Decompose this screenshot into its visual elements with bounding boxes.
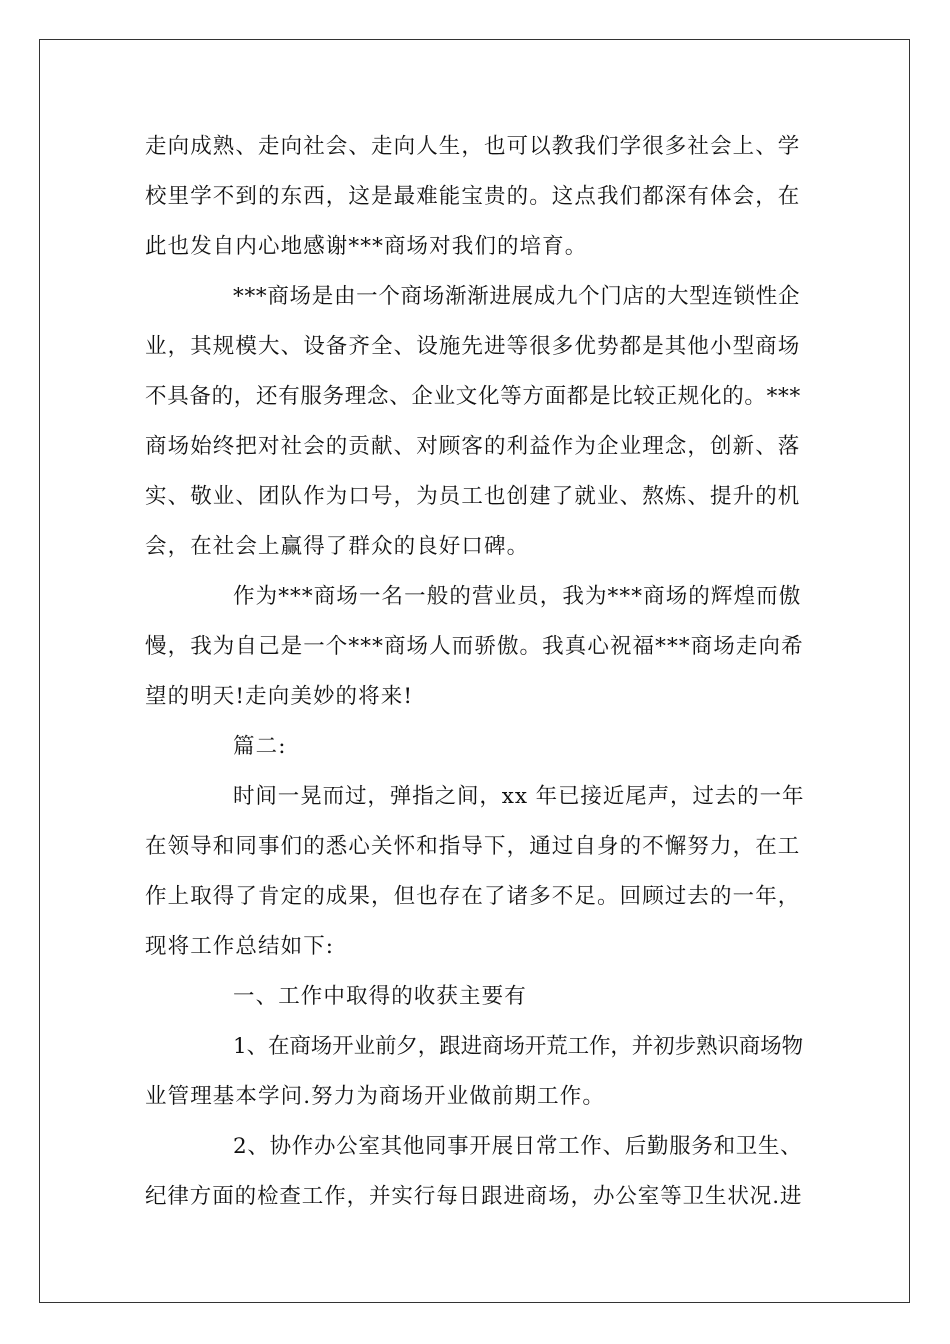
text-line: 会，在社会上赢得了群众的良好口碑。 [145,534,530,559]
text-line: 商场始终把对社会的贡献、对顾客的利益作为企业理念，创新、落 [145,434,801,459]
document-body [145,122,805,1222]
text-line: 业，其规模大、设备齐全、设施先进等很多优势都是其他小型商场 [145,334,801,359]
text-line: 走向成熟、走向社会、走向人生，也可以教我们学很多社会上、学 [145,134,801,159]
text-line: 望的明天!走向美妙的将来! [145,684,414,709]
text-line: 纪律方面的检查工作，并实行每日跟进商场，办公室等卫生状况.进 [145,1184,803,1209]
text-line: 现将工作总结如下: [145,934,335,959]
text-line: 不具备的，还有服务理念、企业文化等方面都是比较正规化的。*** [145,384,801,409]
text-line: 时间一晃而过，弹指之间，xx 年已接近尾声，过去的一年 [233,784,805,809]
text-line: 业管理基本学问.努力为商场开业做前期工作。 [145,1084,605,1109]
text-line: 一、工作中取得的收获主要有 [233,984,527,1009]
text-line: 2、协作办公室其他同事开展日常工作、后勤服务和卫生、 [233,1134,803,1159]
text-line: 校里学不到的东西，这是最难能宝贵的。这点我们都深有体会，在 [145,184,801,209]
text-line: 作为***商场一名一般的营业员，我为***商场的辉煌而傲 [233,584,802,609]
text-line: 篇二: [233,734,287,759]
text-line: 1、在商场开业前夕，跟进商场开荒工作，并初步熟识商场物 [233,1034,803,1059]
text-line: 实、敬业、团队作为口号，为员工也创建了就业、熬炼、提升的机 [145,484,801,509]
text-line: 在领导和同事们的悉心关怀和指导下，通过自身的不懈努力，在工 [145,834,801,859]
text-line: ***商场是由一个商场渐渐进展成九个门店的大型连锁性企 [233,284,801,309]
text-line: 慢，我为自己是一个***商场人而骄傲。我真心祝福***商场走向希 [145,634,804,659]
text-line: 此也发自内心地感谢***商场对我们的培育。 [145,234,588,259]
text-line: 作上取得了肯定的成果，但也存在了诸多不足。回顾过去的一年， [145,884,801,909]
